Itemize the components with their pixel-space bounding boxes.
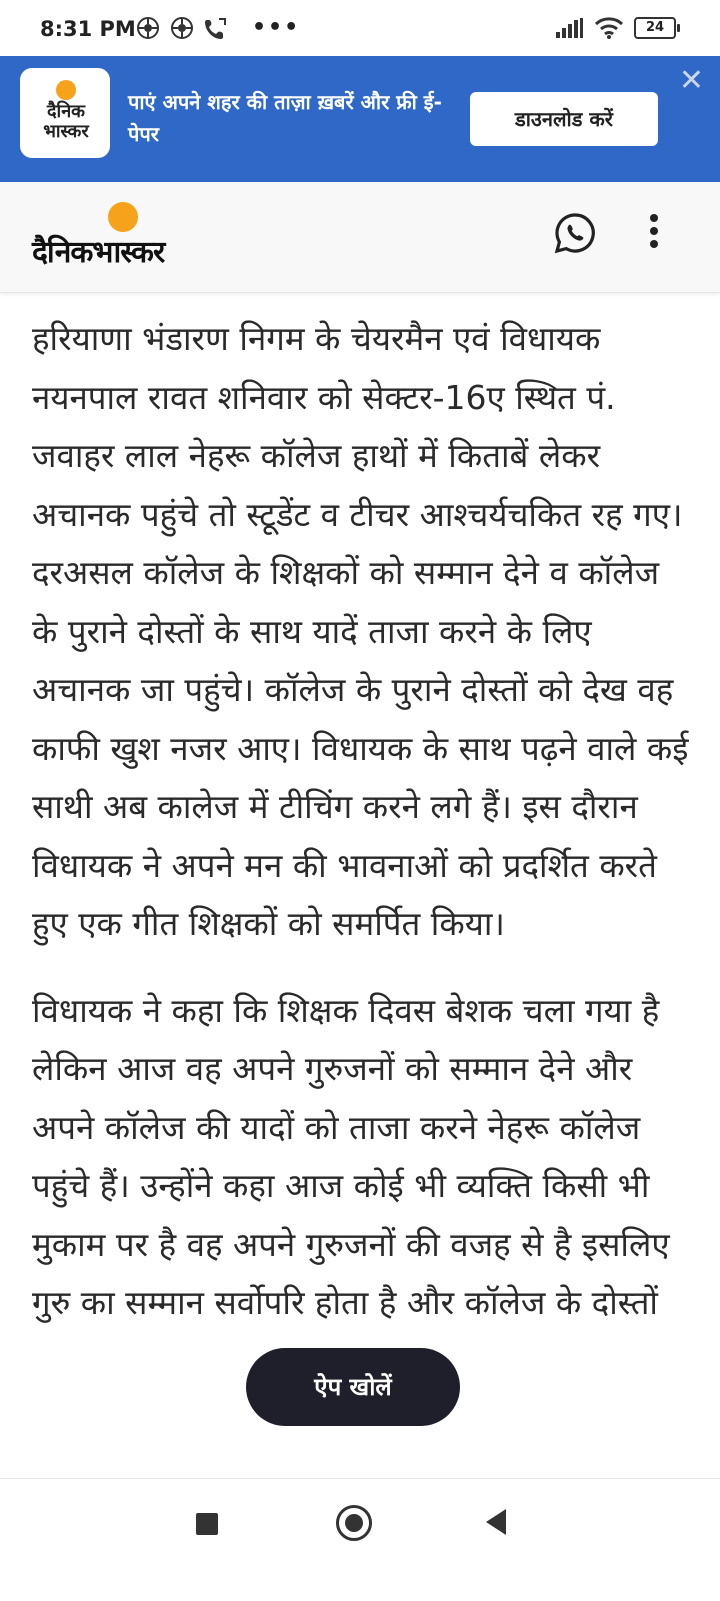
navigation-bar [0, 1478, 720, 1601]
status-time: 8:31 PM [40, 17, 136, 41]
site-header [0, 182, 720, 293]
home-button[interactable] [336, 1505, 372, 1541]
system-icons [556, 17, 676, 39]
app-download-banner [0, 56, 720, 182]
signal-icon [556, 18, 584, 38]
open-app-button[interactable]: ऐप खोलें [246, 1348, 460, 1426]
article-paragraph: विधायक ने कहा कि शिक्षक दिवस बेशक चला गया है लेकिन आज वह अपने गुरुजनों को सम्मान देने और अपने कॉलेज की यादों को ताजा करने नेहरू कॉलेज पहुंचे हैं। उन्होंने कहा आज कोई भी व्यक्ति किसी भी मुकाम पर है वह अपने गुरुजनों की वजह से है इसलिए गुरु का सम्मान सर्वोपरि होता है और कॉलेज के दोस्तों [32, 990, 670, 1322]
article-paragraph: हरियाणा भंडारण निगम के चेयरमैन एवं विधायक नयनपाल रावत शनिवार को सेक्टर-16ए स्थित पं. जवाहर लाल नेहरू कॉलेज हाथों में किताबें लेकर अचानक पहुंचे तो स्टूडेंट व टीचर आश्चर्यचकित रह गए। दरअसल कॉलेज के शिक्षकों को सम्मान देने व कॉलेज के पुराने दोस्तों के साथ यादें ताजा करने के लिए अचानक जा पहुंचे। कॉलेज के पुराने दोस्तों को देख वह काफी खुश नजर आए। विधायक के साथ पढ़ने वाले कई साथी अब कालेज में टीचिंग करने लगे हैं। इस दौरान विधायक ने अपने मन की भावनाओं को प्रदर्शित करते हुए एक गीत शिक्षकों को समर्पित किया। [32, 319, 689, 943]
recents-button[interactable] [196, 1513, 218, 1535]
notification-icons [136, 16, 300, 40]
wifi-icon [594, 17, 624, 39]
sun-icon [56, 80, 76, 100]
whatsapp-icon[interactable] [554, 212, 596, 254]
more-notifications-indicator: ••• [252, 15, 301, 40]
app-logo-text: दैनिक भास्कर [43, 101, 89, 142]
banner-message: पाएं अपने शहर की ताज़ा ख़बरें और फ्री ई-पेपर [128, 90, 442, 146]
article-body [32, 310, 692, 1478]
app-logo [20, 68, 110, 158]
back-button[interactable] [486, 1509, 506, 1535]
close-icon[interactable]: ✕ [678, 63, 704, 98]
cricket-icon [136, 16, 160, 40]
more-vert-icon[interactable] [648, 214, 660, 254]
site-logo[interactable]: दैनिकभास्कर [32, 235, 165, 270]
status-bar [0, 0, 720, 56]
missed-call-icon [204, 16, 228, 40]
cricket-icon [170, 16, 194, 40]
battery-icon: 24 [634, 17, 676, 39]
sun-icon [108, 202, 138, 232]
download-button[interactable]: डाउनलोड करें [470, 92, 658, 146]
